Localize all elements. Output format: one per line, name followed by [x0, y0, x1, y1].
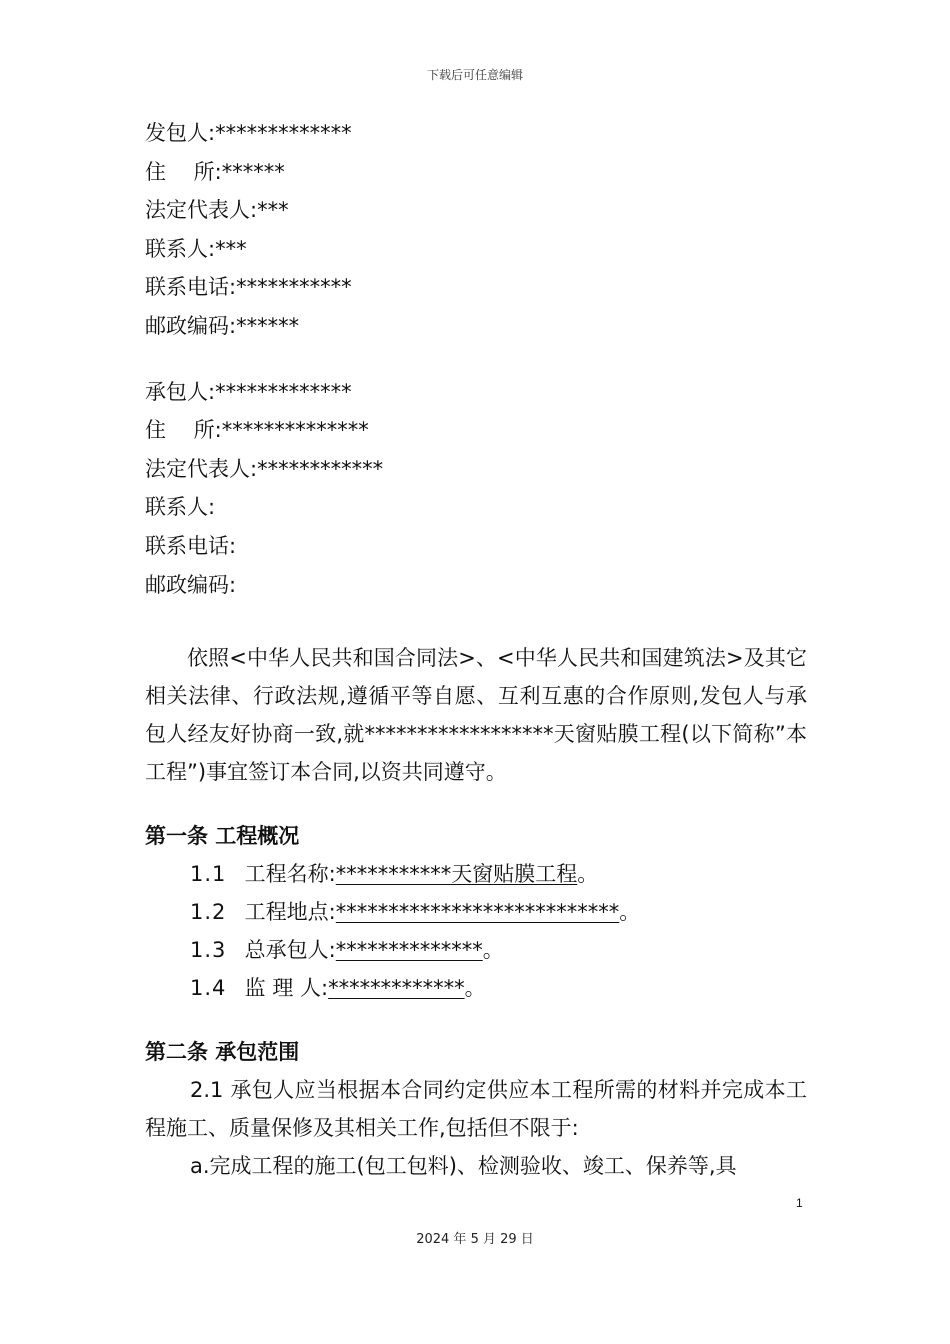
section-1-item [145, 893, 807, 931]
employer-contact-line: 联系人:*** [145, 236, 247, 261]
section-2-title: 第二条 承包范围 [145, 1040, 300, 1065]
item-end: 。 [482, 938, 504, 963]
item-value: ************* [328, 976, 465, 1001]
item-end: 。 [619, 900, 641, 925]
section-2-paragraph-1: 2.1 承包人应当根据本合同约定供应本工程所需的材料并完成本工程施工、质量保修及其相关工作,包括但不限于: [145, 1078, 807, 1141]
contractor-block [145, 373, 807, 605]
page-number: 1 [796, 1196, 803, 1210]
item-value: ************** [335, 938, 483, 963]
section-1-item [145, 969, 807, 1007]
item-value: *************************** [335, 900, 620, 925]
item-label: 工程地点: [238, 900, 336, 925]
employer-legal-rep-line: 法定代表人:*** [145, 198, 289, 223]
section-2-paragraph-2: a.完成工程的施工(包工包料)、检测验收、竣工、保养等,具 [190, 1154, 737, 1179]
contractor-legal-rep-line: 法定代表人:************ [145, 456, 384, 481]
item-label: 监 理 人: [238, 976, 329, 1001]
section-1-item [145, 855, 807, 893]
item-number: 1.4 [190, 976, 227, 1001]
employer-address-line: 住 所:****** [145, 159, 285, 184]
employer-name-line: 发包人:************* [145, 121, 352, 145]
item-end: 。 [577, 862, 599, 887]
item-number: 1.3 [190, 938, 227, 963]
document-body [145, 114, 807, 1185]
item-label: 工程名称: [238, 862, 336, 887]
header-note: 下载后可任意编辑 [426, 68, 523, 82]
employer-phone-line: 联系电话:*********** [145, 275, 352, 300]
section-1-item [145, 931, 807, 969]
footer-date: 2024 年 5 月 29 日 [416, 1232, 534, 1247]
employer-block [145, 114, 807, 346]
intro-paragraph: 依照<中华人民共和国合同法>、<中华人民共和国建筑法>及其它相关法律、行政法规,遵循平等自愿、互利互惠的合作原则,发包人与承包人经友好协商一致,就******************天窗贴膜工程(以下简称”本工程”)事宜签订本合同,以资共同遵守。 [145, 646, 807, 785]
contractor-phone-line: 联系电话: [145, 533, 237, 558]
contractor-contact-line: 联系人: [145, 495, 216, 520]
item-value: ***********天窗贴膜工程 [335, 862, 578, 887]
item-label: 总承包人: [238, 938, 336, 963]
item-number: 1.1 [190, 862, 227, 887]
contractor-address-line: 住 所:************** [145, 418, 369, 443]
contractor-name-line: 承包人:************* [145, 379, 352, 404]
section-1-title: 第一条 工程概况 [145, 824, 300, 849]
employer-postcode-line: 邮政编码:****** [145, 313, 300, 338]
item-end: 。 [464, 976, 486, 1001]
contractor-postcode-line: 邮政编码: [145, 572, 237, 597]
item-number: 1.2 [190, 900, 227, 925]
